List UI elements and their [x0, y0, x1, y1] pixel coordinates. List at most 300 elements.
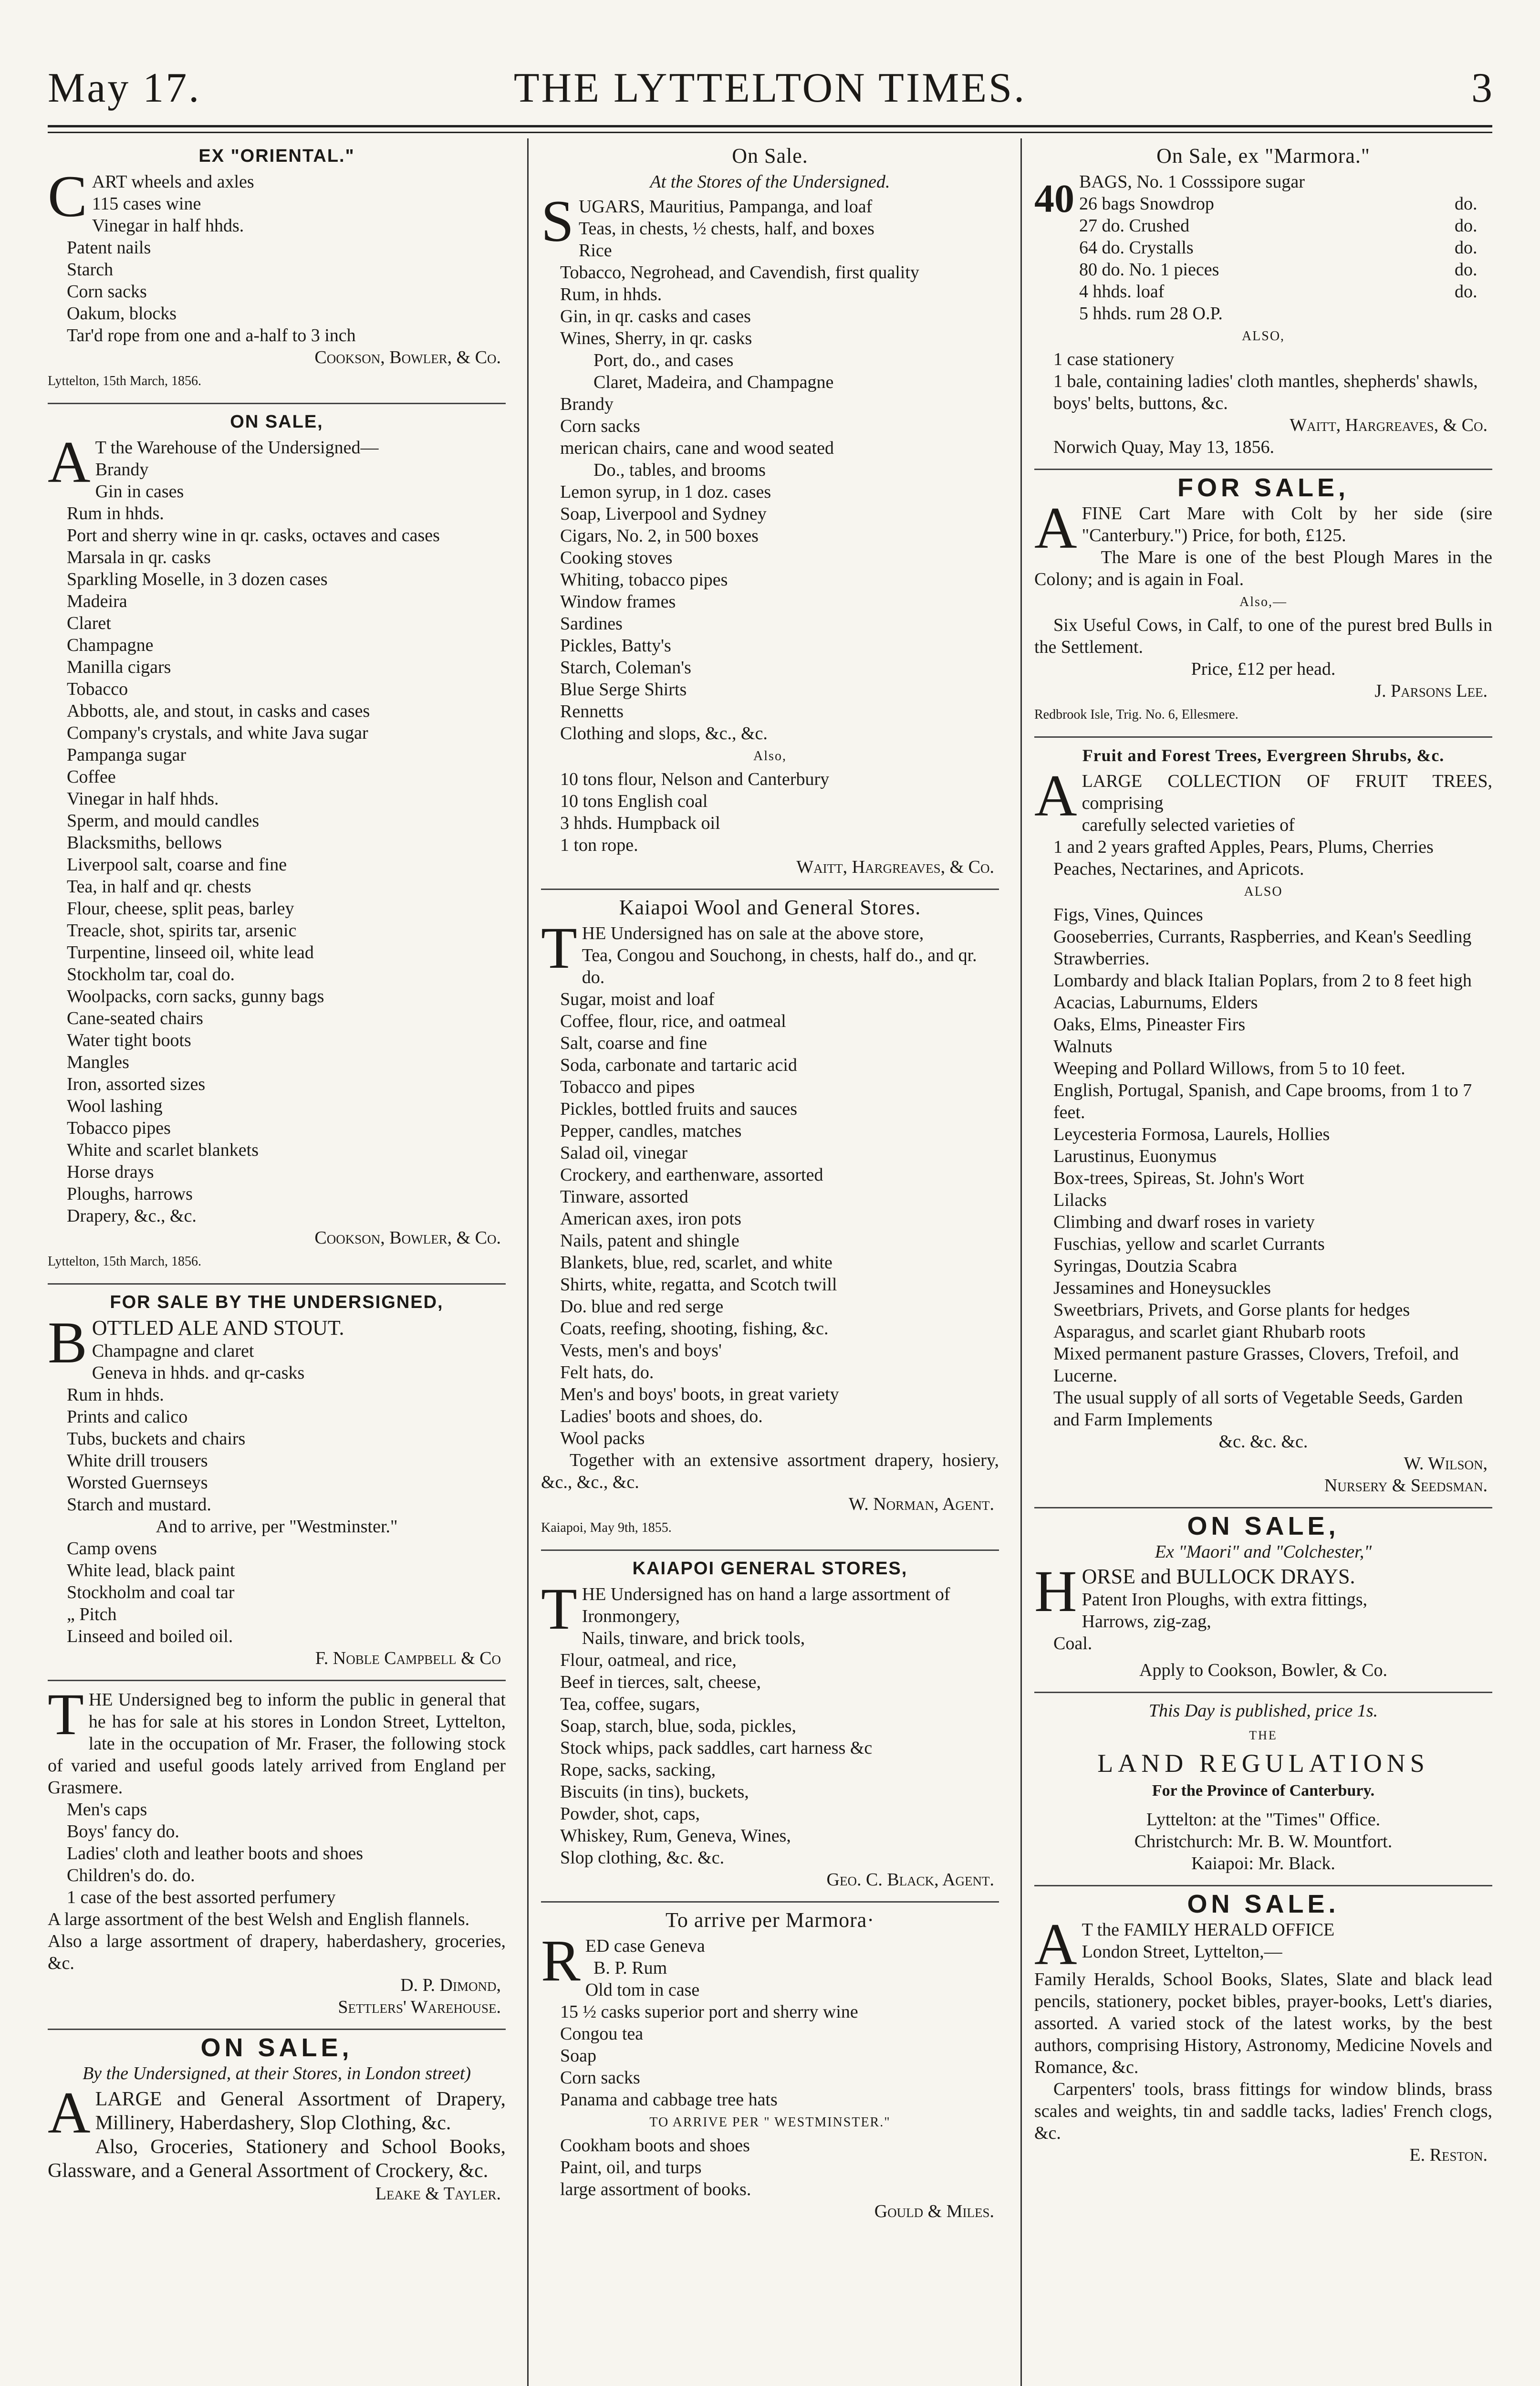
list-item: Drapery, &c., &c. [67, 1206, 197, 1226]
ad-signature-title: Nursery & Seedsman. [1324, 1476, 1488, 1496]
list-item: Teas, in chests, ½ chests, half, and boxes [578, 219, 874, 239]
arrival-note: And to arrive, per "Westminster." [156, 1517, 398, 1537]
list-item: Tar'd rope from one and a-half to 3 inch [67, 325, 356, 345]
list-item: Starch, Coleman's [560, 658, 691, 678]
list-item: Coal. [1053, 1633, 1093, 1653]
list-item: Lombardy and black Italian Poplars, from 2 to 8 feet high [1053, 971, 1472, 991]
ad-body: The Mare is one of the best Plough Mares in the Colony; and is again in Foal. [1034, 547, 1492, 589]
list-item: Cookham boots and shoes [560, 2135, 750, 2156]
table-row [1079, 237, 1492, 259]
list-item: Marsala in qr. casks [67, 547, 211, 567]
dropcap: T [48, 1682, 84, 1747]
ad-signature: W. Wilson, [1404, 1454, 1488, 1474]
list-item: Sardines [560, 614, 623, 634]
list-item: Climbing and dwarf roses in variety [1053, 1212, 1315, 1232]
ad-heading: Kaiapoi Wool and General Stores. [619, 896, 921, 919]
list-item: Tobacco pipes [67, 1118, 171, 1138]
list-item: Pickles, Batty's [560, 636, 671, 656]
table-cell: 64 do. Crystalls [1079, 238, 1194, 258]
list-item: Wool packs [560, 1428, 645, 1448]
ad-body: Also a large assortment of drapery, haberdashery, groceries, &c. [48, 1931, 506, 1973]
ad-separator [541, 1549, 999, 1551]
list-item: Linseed and boiled oil. [67, 1626, 233, 1646]
ad-date: Kaiapoi, May 9th, 1855. [541, 1520, 672, 1535]
list-item: Salad oil, vinegar [560, 1143, 687, 1163]
ad-first-line: T the FAMILY HERALD OFFICE [1082, 1920, 1335, 1940]
column-3 [1034, 138, 1492, 2386]
list-item: Beef in tierces, salt, cheese, [560, 1672, 761, 1692]
list-item: Peaches, Nectarines, and Apricots. [1053, 859, 1304, 879]
article-word: THE [1249, 1728, 1278, 1742]
dropcap: T [541, 1576, 577, 1642]
list-item: Oaks, Elms, Pineaster Firs [1053, 1015, 1246, 1035]
list-item: Tobacco, Negrohead, and Cavendish, first quality [560, 262, 919, 283]
publication-note: This Day is published, price 1s. [1148, 1701, 1378, 1721]
list-item: Weeping and Pollard Willows, from 5 to 10 feet. [1053, 1058, 1405, 1078]
list-item: Nails, patent and shingle [560, 1231, 739, 1251]
ad-separator [48, 1680, 506, 1681]
also-label: ALSO [1244, 884, 1283, 899]
list-item: Sugar, moist and loaf [560, 989, 715, 1009]
list-item: Champagne and claret [92, 1341, 254, 1361]
dropcap: A [1034, 763, 1077, 828]
list-item: 10 tons English coal [560, 791, 708, 811]
ad-cart-mare [1034, 473, 1492, 738]
ad-marmora-sale [1034, 145, 1492, 470]
list-item: Rope, sacks, sacking, [560, 1760, 716, 1780]
dropcap: H [1034, 1559, 1077, 1624]
table-cell [1455, 171, 1492, 193]
masthead-rule-thin [48, 132, 1492, 133]
ad-signature-place: Settlers' Warehouse. [338, 1997, 501, 2017]
dropcap: A [1034, 495, 1077, 561]
list-item: Powder, shot, caps, [560, 1804, 700, 1824]
page-number: 3 [1471, 65, 1492, 111]
ad-first-line: ART wheels and axles [92, 172, 254, 192]
table-cell: do. [1454, 238, 1478, 258]
list-item: Horse drays [67, 1162, 154, 1182]
ad-signature: Gould & Miles. [874, 2201, 994, 2221]
list-item: Window frames [560, 592, 676, 612]
ad-body: Together with an extensive assortment drapery, hosiery, &c., &c., &c. [541, 1450, 999, 1492]
list-item: Brandy [560, 394, 614, 414]
list-item: Starch and mustard. [67, 1495, 211, 1515]
table-cell: BAGS, No. 1 Cosssipore sugar [1079, 172, 1305, 192]
dropcap: T [541, 915, 577, 981]
dropcap: A [48, 429, 91, 495]
list-item: Madeira [67, 591, 127, 611]
list-item: Tobacco [67, 679, 128, 699]
ad-first-line: HE Undersigned has on sale at the above store, [582, 923, 924, 943]
ad-first-line: LARGE COLLECTION OF FRUIT TREES, comprising [1082, 771, 1492, 813]
cargo-table [1079, 171, 1492, 324]
ad-signature: Cookson, Bowler, & Co. [314, 1228, 501, 1248]
ad-family-herald [1034, 1890, 1492, 2166]
ad-waitt-stores [541, 145, 999, 890]
list-item: The usual supply of all sorts of Vegetable Seeds, Garden and Farm Implements [1053, 1388, 1463, 1430]
list-item: Blacksmiths, bellows [67, 833, 222, 853]
ad-first-line: ED case Geneva [585, 1936, 705, 1956]
list-item: 15 ½ casks superior port and sherry wine [560, 2002, 858, 2022]
list-item: Flour, cheese, split peas, barley [67, 899, 294, 919]
ad-separator [1034, 469, 1492, 470]
ad-leake-tayler [48, 2033, 506, 2205]
ad-subheading: By the Undersigned, at their Stores, in London street) [82, 2063, 471, 2083]
table-row [1079, 303, 1492, 324]
ad-heading: EX "ORIENTAL." [198, 146, 355, 166]
list-item: Port, do., and cases [593, 350, 734, 370]
list-item: &c. &c. &c. [1218, 1432, 1308, 1452]
list-item: Asparagus, and scarlet giant Rhubarb roots [1053, 1322, 1366, 1342]
ad-body: Also, Groceries, Stationery and School Books, Glassware, and a General Assortment of Crockery, &c. [48, 2136, 506, 2182]
table-row [1079, 215, 1492, 237]
publication-subtitle: For the Province of Canterbury. [1152, 1782, 1375, 1800]
list-item: „ Pitch [67, 1604, 117, 1624]
ad-signature: Geo. C. Black, Agent. [826, 1870, 994, 1890]
ad-heading: To arrive per Marmora· [666, 1908, 874, 1932]
list-item: Whiting, tobacco pipes [560, 570, 728, 590]
ad-first-line: UGARS, Mauritius, Pampanga, and loaf [578, 197, 873, 217]
dropcap: C [48, 164, 87, 229]
dropcap: 40 [1034, 177, 1074, 221]
dropcap: A [48, 2080, 91, 2145]
publication-title: LAND REGULATIONS [1097, 1749, 1429, 1778]
list-item: Worsted Guernseys [67, 1473, 208, 1493]
list-item: Rum, in hhds. [560, 284, 662, 304]
list-item: Cigars, No. 2, in 500 boxes [560, 526, 759, 546]
list-item: Men's caps [67, 1800, 147, 1820]
column-2 [541, 138, 999, 2386]
list-item: Sweetbriars, Privets, and Gorse plants for hedges [1053, 1300, 1410, 1320]
ad-oriental [48, 145, 506, 404]
list-item: Mangles [67, 1052, 129, 1072]
ad-body: HE Undersigned beg to inform the public in general that he has for sale at his stores in London Street, Lyttelton, late in the occupation of Mr. Fraser, the following stock of varied and useful goods lately arrived from England per Grasmere. [48, 1690, 506, 1798]
ad-heading: ON SALE. [1187, 1890, 1340, 1918]
ad-first-line: OTTLED ALE AND STOUT. [92, 1316, 344, 1340]
table-cell: do. [1454, 260, 1478, 280]
list-item: Sperm, and mould candles [67, 811, 260, 831]
list-item: Prints and calico [67, 1407, 188, 1427]
ad-kaiapoi-general [541, 1558, 999, 1903]
table-cell: 5 hhds. rum 28 O.P. [1079, 303, 1223, 324]
ad-signature: J. Parsons Lee. [1374, 681, 1488, 701]
list-item: Vinegar in half hhds. [67, 789, 219, 809]
list-item: Sparkling Moselle, in 3 dozen cases [67, 569, 328, 589]
list-item: Tobacco and pipes [560, 1077, 695, 1097]
list-item: Liverpool salt, coarse and fine [67, 855, 287, 875]
table-row [1079, 259, 1492, 281]
ad-body: LARGE and General Assortment of Drapery, Millinery, Haberdashery, Slop Clothing, &c. [95, 2088, 506, 2134]
ad-heading: On Sale, ex "Marmora." [1156, 144, 1370, 167]
dropcap: A [1034, 1912, 1077, 1977]
ad-signature: F. Noble Campbell & Co [315, 1648, 501, 1668]
dropcap: R [541, 1928, 581, 1993]
list-item: American axes, iron pots [560, 1209, 741, 1229]
ad-body: FINE Cart Mare with Colt by her side (sire "Canterbury.") Price, for both, £125. [1082, 503, 1492, 545]
ad-heading: FOR SALE, [1177, 473, 1349, 502]
list-item: Brandy [95, 460, 149, 480]
price-text: Price, £12 per head. [1191, 659, 1336, 679]
ad-subheading: London Street, Lyttelton,— [1082, 1942, 1282, 1962]
also-label: Also,— [1239, 595, 1287, 609]
list-item: White drill trousers [67, 1451, 208, 1471]
list-item: Lemon syrup, in 1 doz. cases [560, 482, 771, 502]
table-cell: do. [1454, 194, 1478, 214]
list-item: Wool lashing [67, 1096, 163, 1116]
ad-first-line: T the Warehouse of the Undersigned— [95, 438, 379, 458]
list-item: Leycesteria Formosa, Laurels, Hollies [1053, 1124, 1330, 1144]
ad-on-sale-warehouse [48, 411, 506, 1285]
ad-heading: ON SALE, [230, 412, 323, 432]
ad-heading: FOR SALE BY THE UNDERSIGNED, [110, 1292, 444, 1312]
list-item: 1 case stationery [1053, 349, 1175, 369]
list-item: Lilacks [1053, 1190, 1107, 1210]
list-item: Vinegar in half hhds. [92, 216, 244, 236]
list-item: Acacias, Laburnums, Elders [1053, 993, 1258, 1013]
list-item: Patent nails [67, 238, 151, 258]
list-item: Do., tables, and brooms [593, 460, 766, 480]
ad-separator [541, 1901, 999, 1903]
list-item: Cooking stoves [560, 548, 673, 568]
table-cell [1455, 303, 1492, 324]
list-item: Pepper, candles, matches [560, 1121, 742, 1141]
dropcap: S [541, 188, 574, 254]
list-item: Rennetts [560, 701, 624, 722]
list-item: Tubs, buckets and chairs [67, 1429, 246, 1449]
table-row [1079, 281, 1492, 303]
list-item: B. P. Rum [593, 1958, 667, 1978]
list-item: Oakum, blocks [67, 303, 177, 324]
list-item: Corn sacks [67, 282, 147, 302]
issue-date: May 17. [48, 65, 201, 111]
table-cell: 4 hhds. loaf [1079, 282, 1165, 302]
list-item: Water tight boots [67, 1030, 191, 1050]
list-item: Cane-seated chairs [67, 1008, 203, 1028]
list-item: Congou tea [560, 2024, 644, 2044]
list-item: Tinware, assorted [560, 1187, 688, 1207]
list-item: 1 ton rope. [560, 835, 638, 855]
list-item: Tea, in half and qr. chests [67, 877, 251, 897]
list-item: large assortment of books. [560, 2179, 751, 2199]
ad-bottled-ale [48, 1291, 506, 1681]
ad-heading: Fruit and Forest Trees, Evergreen Shrubs, &c. [1082, 746, 1445, 765]
column-divider [527, 138, 529, 2386]
column-divider [1020, 138, 1022, 2386]
list-item: Flour, oatmeal, and rice, [560, 1650, 737, 1670]
table-cell: do. [1454, 216, 1478, 236]
list-item: Company's crystals, and white Java sugar [67, 723, 368, 743]
list-item: Claret [67, 613, 111, 633]
ad-heading: KAIAPOI GENERAL STORES, [632, 1559, 908, 1579]
ad-date: Lyttelton, 15th March, 1856. [48, 374, 201, 388]
list-item: Soda, carbonate and tartaric acid [560, 1055, 797, 1075]
ad-date: Lyttelton, 15th March, 1856. [48, 1254, 201, 1269]
ad-marmora-arrive [541, 1909, 999, 2222]
arrival-note: TO ARRIVE PER " WESTMINSTER." [649, 2115, 891, 2130]
list-item: White and scarlet blankets [67, 1140, 259, 1160]
list-item: Clothing and slops, &c., &c. [560, 723, 768, 743]
ad-separator [48, 403, 506, 404]
list-item: 3 hhds. Humpback oil [560, 813, 720, 833]
ad-first-line: HE Undersigned has on hand a large assortment of [582, 1584, 950, 1604]
ad-place: Norwich Quay, May 13, 1856. [1053, 437, 1274, 457]
list-item: Soap, starch, blue, soda, pickles, [560, 1716, 796, 1736]
list-item: Whiskey, Rum, Geneva, Wines, [560, 1826, 791, 1846]
ad-heading: On Sale. [732, 144, 808, 167]
list-item: White lead, black paint [67, 1560, 235, 1580]
list-item: Coffee [67, 767, 116, 787]
column-1 [48, 138, 506, 2386]
list-item: Blue Serge Shirts [560, 680, 687, 700]
table-row [1079, 171, 1492, 193]
ad-subheading: Ex "Maori" and "Colchester," [1155, 1542, 1372, 1562]
list-item: Abbotts, ale, and stout, in casks and cases [67, 701, 370, 721]
also-label: Also, [753, 749, 787, 764]
table-cell: 27 do. Crushed [1079, 216, 1190, 236]
list-item: Port and sherry wine in qr. casks, octaves and cases [67, 525, 440, 545]
list-item: Coats, reefing, shooting, fishing, &c. [560, 1319, 829, 1339]
list-item: 1 case of the best assorted perfumery [67, 1887, 336, 1907]
ad-separator [48, 1283, 506, 1285]
list-item: Pickles, bottled fruits and sauces [560, 1099, 798, 1119]
list-item: Patent Iron Ploughs, with extra fittings, [1082, 1590, 1368, 1610]
list-item: 1 and 2 years grafted Apples, Pears, Plums, Cherries [1053, 837, 1434, 857]
list-item: Iron, assorted sizes [67, 1074, 206, 1094]
list-item: Fuschias, yellow and scarlet Currants [1053, 1234, 1325, 1254]
ad-subheading: At the Stores of the Undersigned. [650, 172, 890, 192]
table-cell: 80 do. No. 1 pieces [1079, 260, 1219, 280]
ad-signature: W. Norman, Agent. [848, 1494, 994, 1514]
ad-separator [1034, 1885, 1492, 1886]
ad-separator [1034, 1692, 1492, 1693]
list-item: Soap, Liverpool and Sydney [560, 504, 767, 524]
table-cell: 26 bags Snowdrop [1079, 194, 1214, 214]
list-item: Camp ovens [67, 1538, 157, 1559]
list-item: Biscuits (in tins), buckets, [560, 1782, 749, 1802]
sale-location: Kaiapoi: Mr. Black. [1191, 1853, 1335, 1873]
ad-body: Carpenters' tools, brass fittings for window blinds, brass scales and weights, tin and saddle tacks, ladies' French clogs, &c. [1034, 2079, 1492, 2143]
list-item: Children's do. do. [67, 1865, 195, 1885]
list-item: Old tom in case [585, 1980, 700, 2000]
list-item: Figs, Vines, Quinces [1053, 905, 1203, 925]
list-item: 10 tons flour, Nelson and Canterbury [560, 769, 830, 789]
list-item: Corn sacks [560, 416, 640, 436]
list-item: Salt, coarse and fine [560, 1033, 708, 1053]
ad-signature: Waitt, Hargreaves, & Co. [1290, 415, 1488, 435]
list-item: Panama and cabbage tree hats [560, 2090, 778, 2110]
list-item: Harrows, zig-zag, [1082, 1612, 1211, 1632]
ad-dimond [48, 1682, 506, 2030]
list-item: Starch [67, 260, 114, 280]
ad-drays [1034, 1512, 1492, 1693]
ad-separator [1034, 736, 1492, 738]
ad-body: Family Heralds, School Books, Slates, Slate and black lead pencils, stationery, pocket bibles, prayer-books, Lett's diaries, assorted. A varied stock of the latest works, by the best authors, comprising History, Astronomy, Medicine Novels and Romance, &c. [1034, 1969, 1492, 2077]
list-item: Stockholm tar, coal do. [67, 964, 235, 984]
list-item: Gin in cases [95, 481, 184, 502]
dropcap: B [48, 1310, 87, 1375]
ad-kaiapoi-wool [541, 897, 999, 1551]
list-item: Slop clothing, &c. &c. [560, 1848, 725, 1868]
list-item: Ladies' boots and shoes, do. [560, 1406, 763, 1426]
ad-body: Six Useful Cows, in Calf, to one of the purest bred Bulls in the Settlement. [1034, 615, 1492, 657]
list-item: Syringas, Doutzia Scabra [1053, 1256, 1238, 1276]
ad-heading: ON SALE, [1187, 1512, 1340, 1540]
list-item: 1 bale, containing ladies' cloth mantles, shepherds' shawls, boys' belts, buttons, &c. [1053, 371, 1478, 413]
ad-separator [1034, 1507, 1492, 1508]
list-item: Larustinus, Euonymus [1053, 1146, 1217, 1166]
sale-location: Christchurch: Mr. B. W. Mountfort. [1134, 1831, 1393, 1852]
list-item: Pampanga sugar [67, 745, 187, 765]
list-item: Jessamines and Honeysuckles [1053, 1278, 1271, 1298]
ad-fruit-trees [1034, 744, 1492, 1508]
list-item: Box-trees, Spireas, St. John's Wort [1053, 1168, 1304, 1188]
list-item: Manilla cigars [67, 657, 171, 677]
masthead [48, 52, 1492, 124]
list-item: Soap [560, 2046, 596, 2066]
list-item: Tea, coffee, sugars, [560, 1694, 700, 1714]
ad-signature: D. P. Dimond, [400, 1975, 501, 1995]
list-item: Rum in hhds. [67, 1385, 164, 1405]
table-row [1079, 193, 1492, 215]
list-item: English, Portugal, Spanish, and Cape brooms, from 1 to 7 feet. [1053, 1080, 1472, 1122]
list-item: Stockholm and coal tar [67, 1582, 235, 1602]
list-item: Wines, Sherry, in qr. casks [560, 328, 752, 348]
list-item: Do. blue and red serge [560, 1297, 724, 1317]
list-item: Ploughs, harrows [67, 1184, 193, 1204]
list-item: Gooseberries, Currants, Raspberries, and Kean's Seedling Strawberries. [1053, 927, 1472, 969]
list-item: Tea, Congou and Souchong, in chests, half do., and qr. do. [582, 945, 977, 987]
ad-first-line: ORSE and BULLOCK DRAYS. [1082, 1565, 1355, 1588]
list-item: Rice [578, 241, 612, 261]
apply-note: Apply to Cookson, Bowler, & Co. [1139, 1660, 1387, 1680]
list-item: Felt hats, do. [560, 1362, 654, 1382]
list-item: Turpentine, linseed oil, white lead [67, 942, 314, 963]
list-item: Boys' fancy do. [67, 1821, 179, 1842]
list-item: Ladies' cloth and leather boots and shoes [67, 1843, 364, 1863]
list-item: Mixed permanent pasture Grasses, Clovers, Trefoil, and Lucerne. [1053, 1344, 1459, 1386]
newspaper-title: THE LYTTELTON TIMES. [513, 65, 1027, 111]
list-item: Ironmongery, [582, 1606, 680, 1626]
list-item: Treacle, shot, spirits tar, arsenic [67, 921, 297, 941]
list-item: Corn sacks [560, 2068, 640, 2088]
also-label: ALSO, [1241, 329, 1285, 344]
list-item: Paint, oil, and turps [560, 2157, 702, 2177]
list-item: Coffee, flour, rice, and oatmeal [560, 1011, 786, 1031]
ad-land-regulations [1034, 1700, 1492, 1886]
list-item: Shirts, white, regatta, and Scotch twill [560, 1275, 837, 1295]
table-cell: do. [1454, 282, 1478, 302]
list-item: Crockery, and earthenware, assorted [560, 1165, 823, 1185]
list-item: Nails, tinware, and brick tools, [582, 1628, 805, 1648]
list-item: Blankets, blue, red, scarlet, and white [560, 1253, 832, 1273]
ad-separator [48, 2029, 506, 2030]
list-item: Woolpacks, corn sacks, gunny bags [67, 986, 324, 1006]
sale-location: Lyttelton: at the "Times" Office. [1146, 1810, 1381, 1830]
list-item: carefully selected varieties of [1082, 815, 1295, 835]
masthead-rule [48, 125, 1492, 127]
list-item: Champagne [67, 635, 154, 655]
ad-separator [541, 889, 999, 890]
list-item: Gin, in qr. casks and cases [560, 306, 751, 326]
ad-signature: Cookson, Bowler, & Co. [314, 347, 501, 367]
list-item: Rum in hhds. [67, 503, 164, 523]
ad-body: A large assortment of the best Welsh and English flannels. [48, 1909, 470, 1929]
ad-heading: ON SALE, [200, 2033, 353, 2062]
list-item: Vests, men's and boys' [560, 1340, 722, 1360]
list-item: 115 cases wine [92, 194, 201, 214]
list-item: Men's and boys' boots, in great variety [560, 1384, 839, 1404]
list-item: Stock whips, pack saddles, cart harness &c [560, 1738, 873, 1758]
